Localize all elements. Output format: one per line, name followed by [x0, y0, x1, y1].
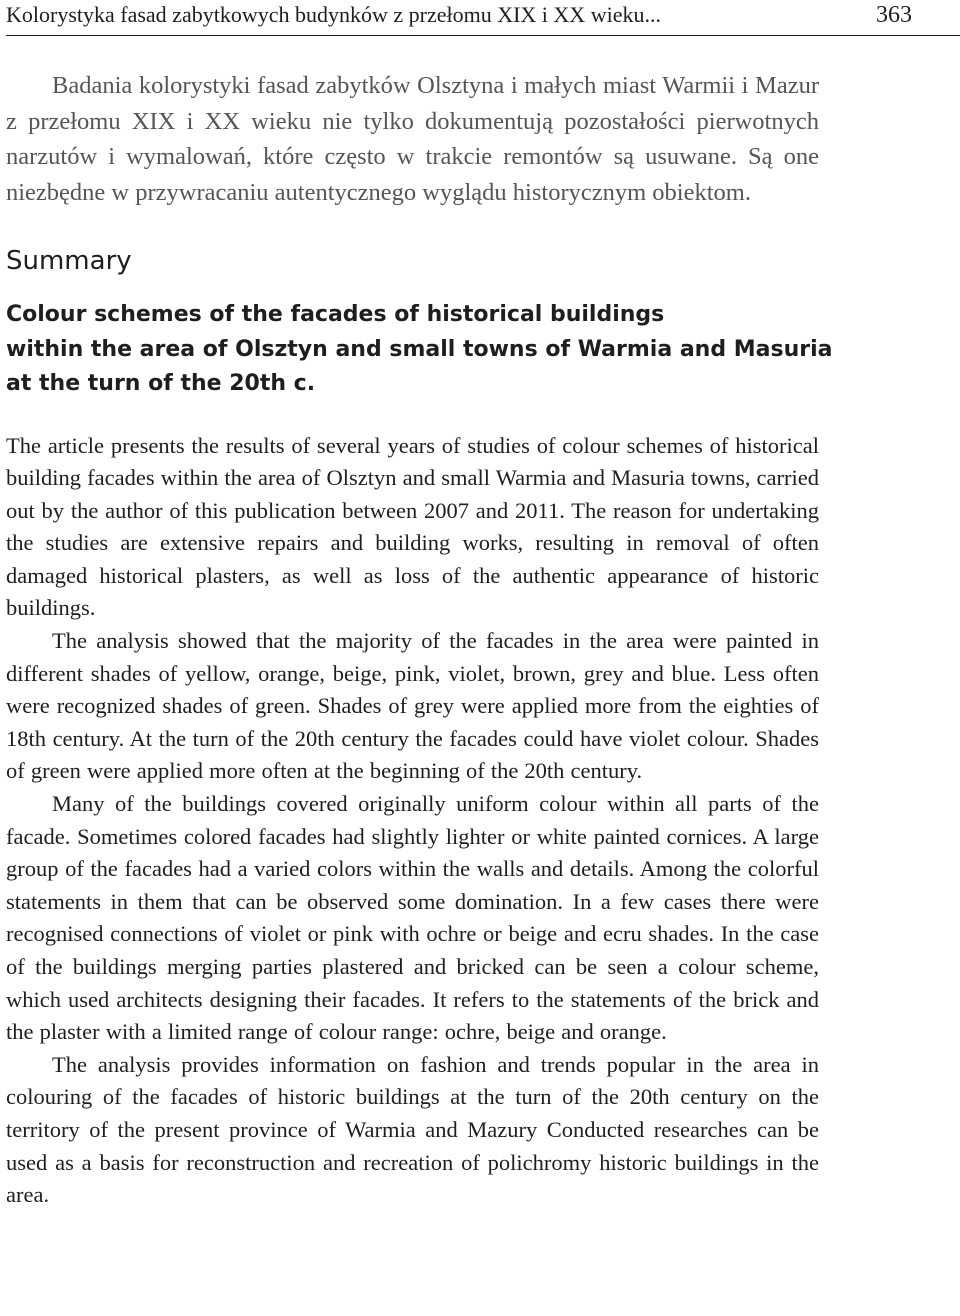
summary-article-title — [6, 298, 833, 402]
summary-title-line: within the area of Olsztyn and small towns of Warmia and Masuria — [6, 336, 833, 362]
summary-heading: Summary — [6, 246, 132, 276]
running-title: Kolorystyka fasad zabytkowych budynków z przełomu XIX i XX wieku... — [6, 2, 661, 27]
summary-paragraph: Many of the buildings covered originally uniform colour within all parts of the facade. Sometimes colored facades had slightly lighter or white painted cornices. A large group of the facades had a varied colors within the walls and details. Among the colorful statements in them that can be observed some domination. In a few cases there were recognised connections of violet or pink with ochre or beige and ecru shades. In the case of the buildings merging parties plastered and bricked can be seen a colour scheme, which used architects designing their facades. It refers to the statements of the brick and the plaster with a limited range of colour range: ochre, beige and orange. — [6, 791, 819, 1045]
summary-paragraph: The analysis provides information on fashion and trends popular in the area in colouring of the facades of historic buildings at the turn of the 20th century on the territory of the present province of Warmia and Mazury Conducted researches can be used as a basis for reconstruction and recreation of polichromy historic buildings in the area. — [6, 1051, 819, 1208]
running-header — [6, 0, 912, 32]
summary-body — [6, 430, 819, 1212]
intro-paragraph: Badania kolorystyki fasad zabytków Olsztyna i małych miast Warmii i Mazur z przełomu XIX i XX wieku nie tylko dokumentują pozostałości pierwotnych narzutów i wymalowań, które często w trakcie remontów są usuwane. Są one niezbędne w przywracaniu autentycznego wyglądu historycznym obiektom. — [6, 72, 819, 206]
summary-title-line: at the turn of the 20th c. — [6, 371, 316, 396]
summary-paragraph: The analysis showed that the majority of the facades in the area were painted in different shades of yellow, orange, beige, pink, violet, brown, grey and blue. Less often were recognized shades of green. Shades of grey were applied more from the eighties of 18th century. At the turn of the 20th century the facades could have violet colour. Shades of green were applied more often at the beginning of the 20th century. — [6, 628, 819, 784]
summary-title-line: Colour schemes of the facades of historical buildings — [6, 302, 665, 327]
page-number: 363 — [876, 2, 912, 28]
page-content — [6, 68, 833, 1212]
summary-paragraph: The article presents the results of several years of studies of colour schemes of historical building facades within the area of Olsztyn and small Warmia and Masuria towns, carried out by the author of this publication between 2007 and 2011. The reason for undertaking the studies are extensive repairs and building works, resulting in removal of often damaged historical plasters, as well as loss of the authentic appearance of historic buildings. — [6, 432, 819, 621]
header-rule — [6, 35, 960, 36]
